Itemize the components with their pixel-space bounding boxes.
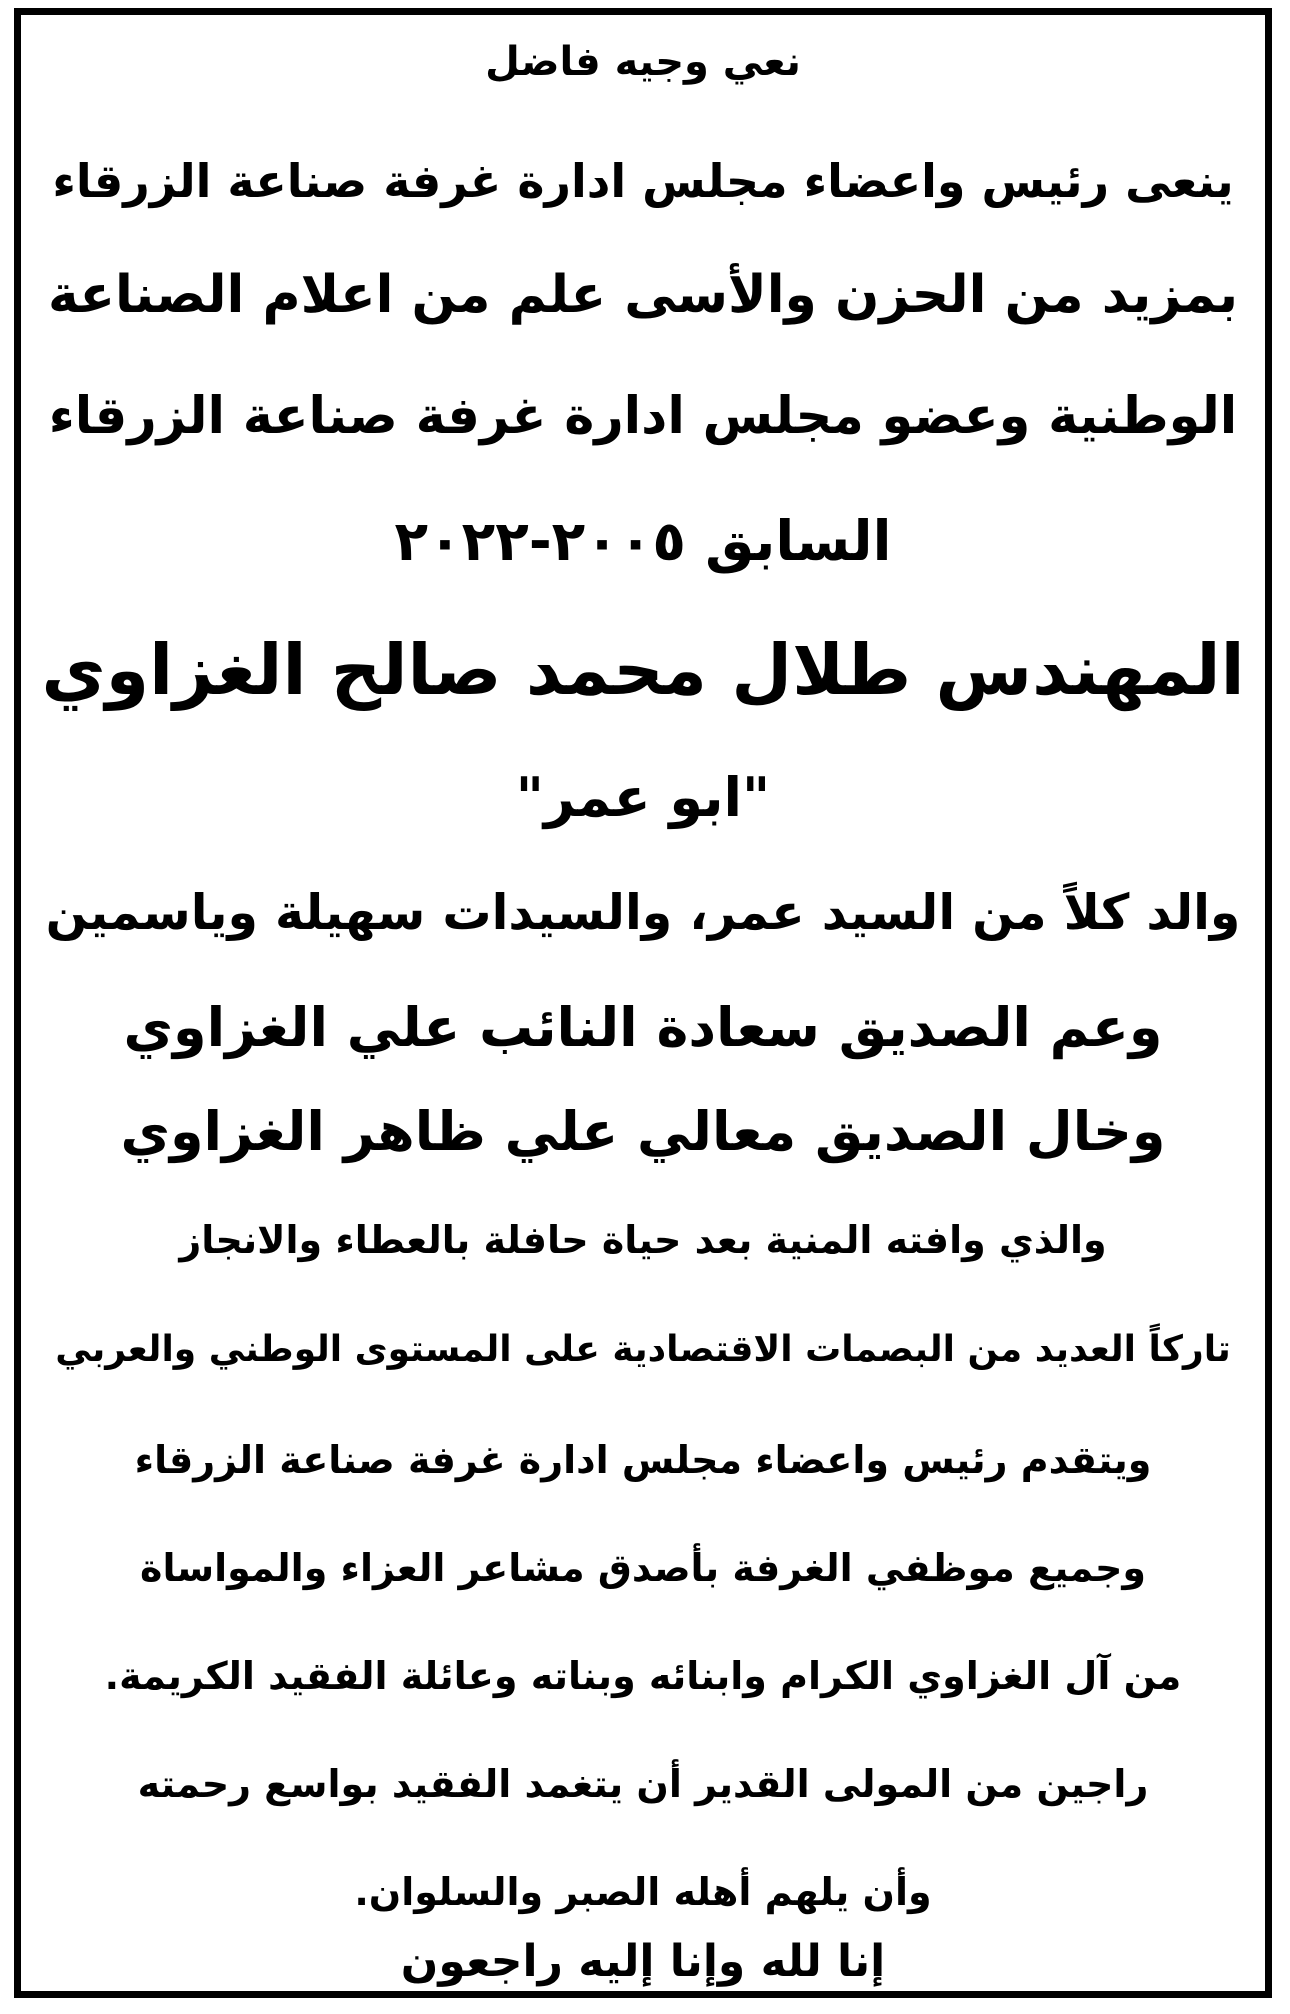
relations-line-3: وخال الصديق معالي علي ظاهر الغزاوي xyxy=(120,1100,1166,1163)
body-line-6: راجين من المولى القدير أن يتغمد الفقيد بواسع رحمته xyxy=(137,1762,1149,1806)
body-line-4: وجميع موظفي الغرفة بأصدق مشاعر العزاء والمواساة xyxy=(140,1546,1146,1590)
body-line-3: ويتقدم رئيس واعضاء مجلس ادارة غرفة صناعة الزرقاء xyxy=(134,1438,1152,1482)
closing-verse: إنا لله وإنا إليه راجعون xyxy=(400,1936,886,1987)
body-line-2: تاركاً العديد من البصمات الاقتصادية على المستوى الوطني والعربي xyxy=(55,1329,1231,1370)
body-line-5: من آل الغزاوي الكرام وابنائه وبناته وعائلة الفقيد الكريمة. xyxy=(104,1654,1182,1698)
body-line-1: والذي وافته المنية بعد حياة حافلة بالعطاء والانجاز xyxy=(179,1218,1107,1262)
intro-line-1: ينعى رئيس واعضاء مجلس ادارة غرفة صناعة الزرقاء xyxy=(52,154,1234,208)
intro-line-4: السابق ٢٠٠٥-٢٠٢٢ xyxy=(394,509,892,573)
deceased-name: المهندس طلال محمد صالح الغزاوي xyxy=(41,629,1245,711)
notice-title: نعي وجيه فاضل xyxy=(485,39,801,85)
intro-line-3: الوطنية وعضو مجلس ادارة غرفة صناعة الزرقاء xyxy=(48,387,1238,446)
intro-line-2: بمزيد من الحزن والأسى علم من اعلام الصناعة xyxy=(47,265,1239,325)
relations-line-2: وعم الصديق سعادة النائب علي الغزاوي xyxy=(123,996,1163,1059)
relations-line-1: والد كلاً من السيد عمر، والسيدات سهيلة وياسمين xyxy=(45,884,1241,941)
body-line-7: وأن يلهم أهله الصبر والسلوان. xyxy=(354,1870,932,1914)
notice-frame xyxy=(14,8,1272,1998)
deceased-kunya: "ابو عمر" xyxy=(515,766,771,829)
